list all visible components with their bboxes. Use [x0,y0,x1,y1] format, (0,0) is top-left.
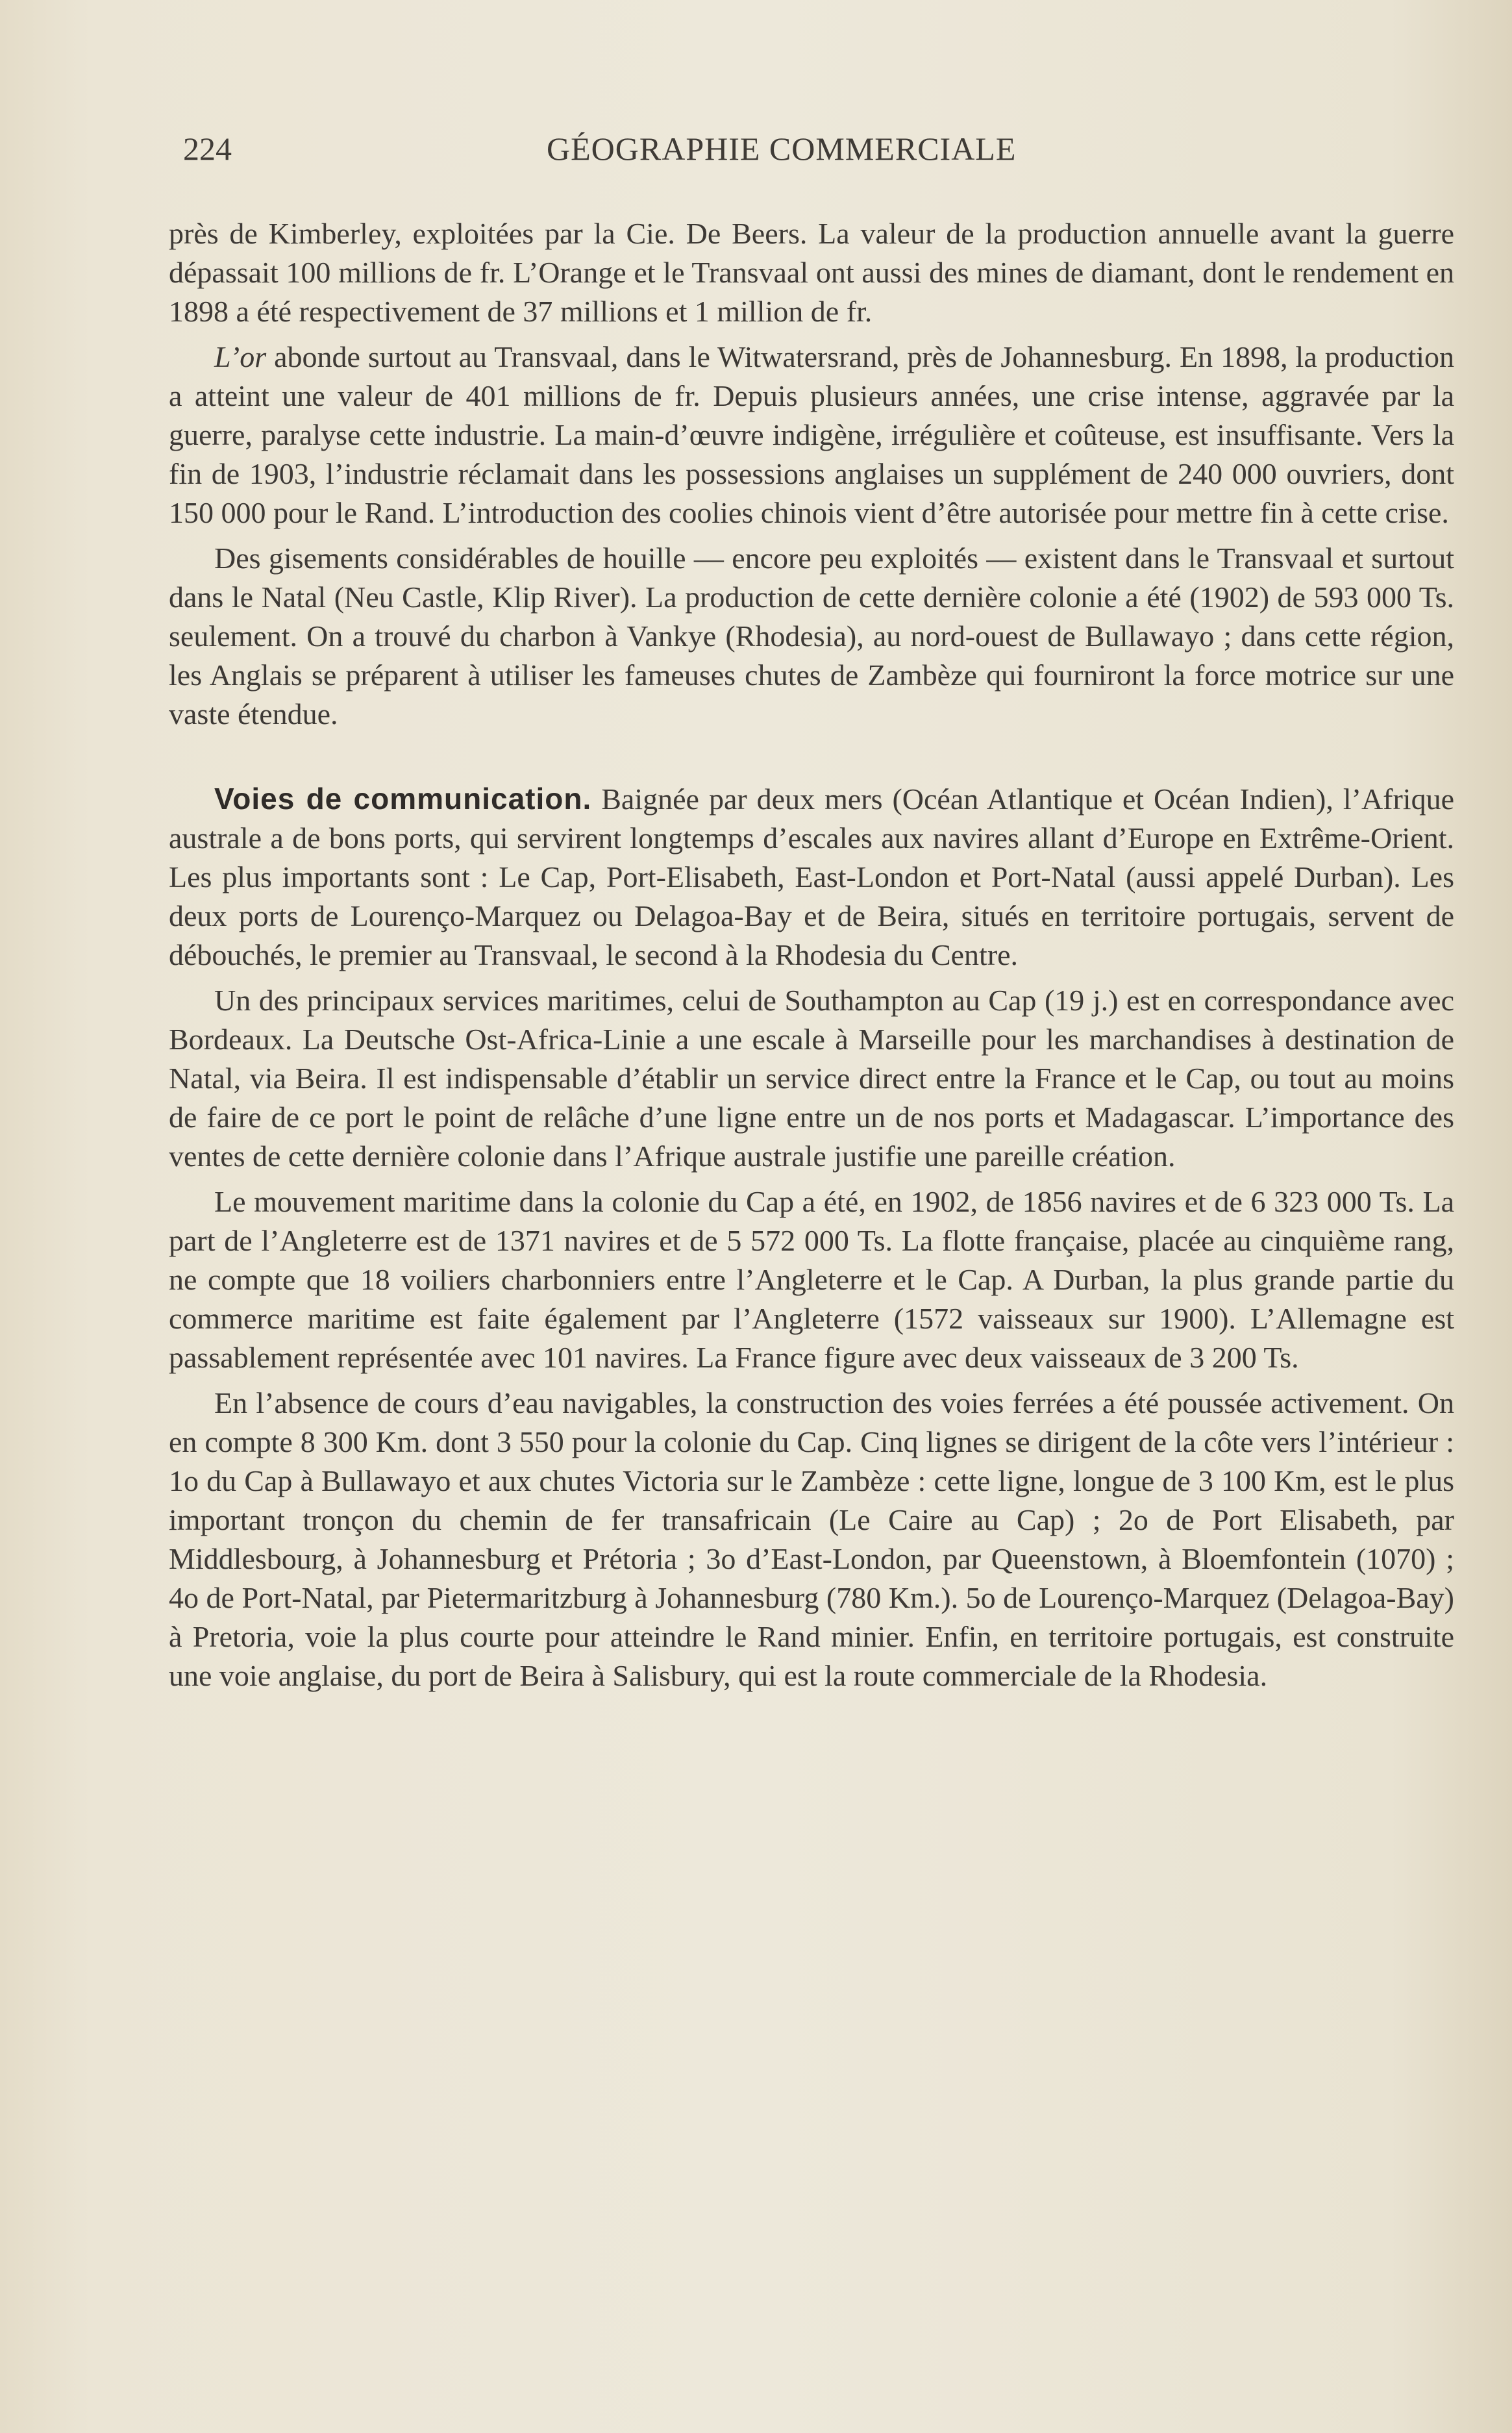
paragraph-communications [169,779,1454,975]
section-heading: Voies de communication. [214,782,592,816]
paragraph-communications-text: Baignée par deux mers (Océan Atlantique et Océan Indien), l’Afrique australe a de bons ports, qui servirent longtemps d’escales aux navires allant d’Europe en Extrême-Orient. Les plus importants sont : Le Cap, Port-Elisabeth, East-London et Port-Natal (aussi appelé Durban). Les deux ports de Lourenço-Marquez ou Delagoa-Bay et de Beira, situés en territoire portugais, servent de débouchés, le premier au Transvaal, le second à la Rhodesia du Centre. [169,782,1454,971]
paragraph-gold [169,338,1454,532]
paragraph-gold-lead: L’or [214,340,267,373]
page-number: 224 [183,131,232,167]
paragraph-maritime-traffic: Le mouvement maritime dans la colonie du Cap a été, en 1902, de 1856 navires et de 6 323 000 Ts. La part de l’Angleterre est de 1371 navires et de 5 572 000 Ts. La flotte française, placée au cinquième rang, ne compte que 18 voiliers charbonniers entre l’Angleterre et le Cap. A Durban, la plus grande partie du commerce maritime est faite également par l’Angleterre (1572 vaisseaux sur 1900). L’Allemagne est passablement représentée avec 101 navires. La France figure avec deux vaisseaux de 3 200 Ts. [169,1185,1454,1374]
running-head [183,130,1066,175]
paragraph-diamonds-continued: près de Kimberley, exploitées par la Cie. De Beers. La valeur de la production annuelle avant la guerre dépassait 100 millions de fr. L’Orange et le Transvaal ont aussi des mines de diamant, dont le rendement en 1898 a été respectivement de 37 millions et 1 million de fr. [169,217,1454,328]
paragraph-coal: Des gisements considérables de houille — encore peu exploités — existent dans le Transvaal et surtout dans le Natal (Neu Castle, Klip River). La production de cette dernière colonie a été (1902) de 593 000 Ts. seulement. On a trouvé du charbon à Vankye (Rhodesia), au nord-ouest de Bullawayo ; dans cette région, les Anglais se préparent à utiliser les fameuses chutes de Zambèze qui fourniront la force motrice sur une vaste étendue. [169,542,1454,730]
paragraph-gold-text: abonde surtout au Transvaal, dans le Witwatersrand, près de Johannesburg. En 1898, la production a atteint une valeur de 401 millions de fr. Depuis plusieurs années, une crise intense, aggravée par la guerre, paralyse cette industrie. La main-d’œuvre indigène, irrégulière et coûteuse, est insuffisante. Vers la fin de 1903, l’industrie réclamait dans les possessions anglaises un supplément de 240 000 ouvriers, dont 150 000 pour le Rand. L’introduction des coolies chinois vient d’être autorisée pour mettre fin à cette crise. [169,340,1454,529]
paragraph-maritime-services: Un des principaux services maritimes, celui de Southampton au Cap (19 j.) est en correspondance avec Bordeaux. La Deutsche Ost-Africa-Linie a une escale à Marseille pour les marchandises à destination de Natal, via Beira. Il est indispensable d’établir un service direct entre la France et le Cap, ou tout au moins de faire de ce port le point de relâche d’une ligne entre un de nos ports et Madagascar. L’importance des ventes de cette dernière colonie dans l’Afrique australe justifie une pareille création. [169,984,1454,1173]
running-title: GÉOGRAPHIE COMMERCIALE [547,131,1017,167]
body-text [169,214,1454,1695]
paragraph-railways: En l’absence de cours d’eau navigables, la construction des voies ferrées a été poussée activement. On en compte 8 300 Km. dont 3 550 pour la colonie du Cap. Cinq lignes se dirigent de la côte vers l’intérieur : 1o du Cap à Bullawayo et aux chutes Victoria sur le Zambèze : cette ligne, longue de 3 100 Km, est le plus important tronçon du chemin de fer transafricain (Le Caire au Cap) ; 2o de Port Elisabeth, par Middlesbourg, à Johannesburg et Prétoria ; 3o d’East-London, par Queenstown, à Bloemfontein (1070) ; 4o de Port-Natal, par Pietermaritzburg à Johannesburg (780 Km.). 5o de Lourenço-Marquez (Delagoa-Bay) à Pretoria, voie la plus courte pour atteindre le Rand minier. Enfin, en territoire portugais, est construite une voie anglaise, du port de Beira à Salisbury, qui est la route commerciale de la Rhodesia. [169,1386,1454,1692]
